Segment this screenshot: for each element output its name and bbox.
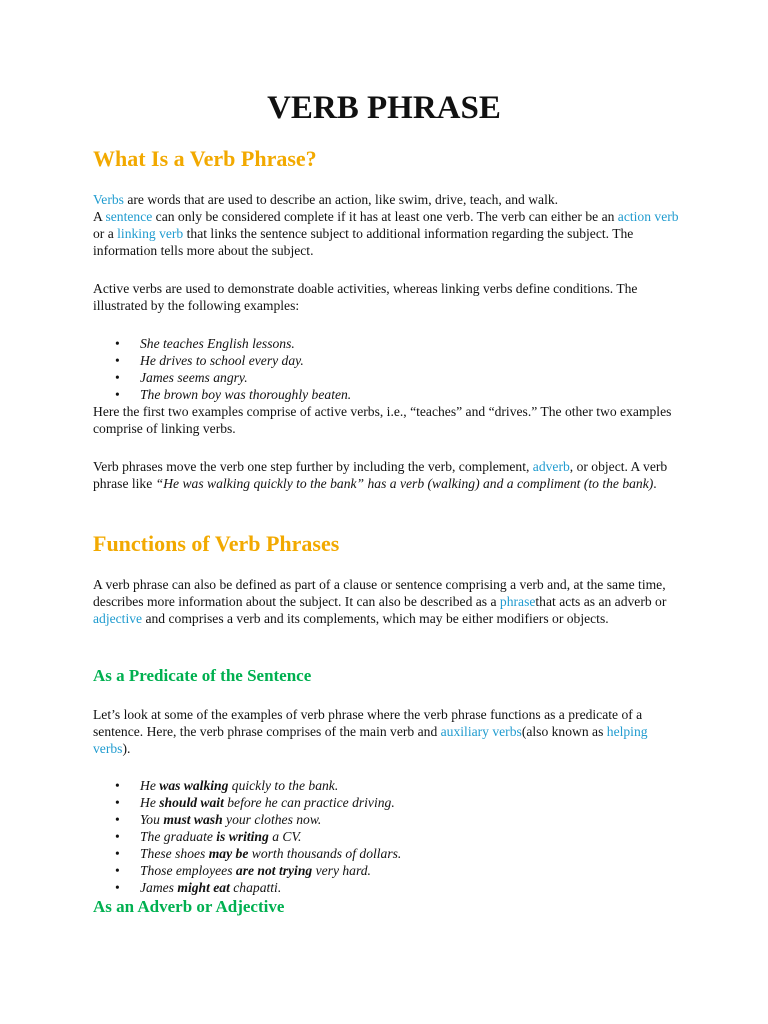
link-sentence[interactable]: sentence [105,209,153,224]
paragraph-predicate [93,706,683,757]
text-segment: ). [122,741,131,756]
text-segment: before he can practice driving. [223,795,395,810]
heading-as-adverb-adjective: As an Adverb or Adjective [93,897,285,916]
paragraph-verb-phrases [93,458,683,492]
text-segment: very hard. [312,863,371,878]
link-phrase[interactable]: phrase [499,594,536,609]
paragraph-line-verbs [93,191,683,208]
list-item: • James seems angry. [93,369,683,386]
list-item [93,777,683,794]
bold-verb-phrase: are not trying [235,863,313,878]
list-item [93,862,683,879]
text-segment: are words that are used to describe an action, like swim, drive, teach, and walk. [123,192,559,207]
text-segment: He [140,795,160,810]
heading-what-is-verb-phrase: What Is a Verb Phrase? [93,146,317,171]
text-segment: A verb phrase can also be defined as part of a clause or sentence comprising a verb and, at the same time, describes more information about the subject. It can also be described as a [93,577,666,609]
text-segment: Those employees [140,863,236,878]
link-helping-verbs[interactable]: helping verbs [93,724,648,756]
text-segment: He [140,778,160,793]
bold-verb-phrase: might eat [177,880,230,895]
bold-verb-phrase: should wait [159,795,224,810]
paragraph-examples-explained: Here the first two examples comprise of active verbs, i.e., “teaches” and “drives.” The other two examples comprise of linking verbs. [93,404,672,436]
text-segment: quickly to the bank. [228,778,339,793]
paragraph-verbs-intro [93,191,683,259]
text-segment: a CV. [268,829,302,844]
link-adjective[interactable]: adjective [93,611,143,626]
text-segment: These shoes [140,846,209,861]
list-item [93,879,683,896]
text-segment: Let’s look at some of the examples of verb phrase where the verb phrase functions as a predicate of a sentence. Here, the verb phrase comprises of the main verb and [93,707,643,739]
text-segment: A [93,209,106,224]
list-item: • The brown boy was thoroughly beaten. [93,386,683,403]
bold-verb-phrase: was walking [159,778,229,793]
text-segment: can only be considered complete if it has at least one verb. The verb can either be an [152,209,618,224]
document-title: VERB PHRASE [267,90,501,126]
link-verbs[interactable]: Verbs [93,192,124,207]
bold-verb-phrase: must wash [163,812,223,827]
text-segment: (also known as [521,724,607,739]
paragraph-line-sentence [93,208,683,259]
text-segment: Verb phrases move the verb one step further by including the verb, complement, [93,459,533,474]
heading-as-predicate: As a Predicate of the Sentence [93,666,312,685]
text-segment: . [653,476,657,491]
paragraph-active-verbs: Active verbs are used to demonstrate doable activities, whereas linking verbs define conditions. The illustrated by the following examples: [93,281,638,313]
heading-functions-of-verb-phrases: Functions of Verb Phrases [93,531,340,556]
list-item [93,845,683,862]
text-segment: worth thousands of dollars. [248,846,402,861]
text-segment: , or object. A verb phrase like [93,459,668,491]
text-segment: that acts as an adverb or [535,594,667,609]
text-segment: and comprises a verb and its complements, which may be either modifiers or objects. [142,611,609,626]
bold-verb-phrase: may be [208,846,249,861]
link-auxiliary-verbs[interactable]: auxiliary verbs [440,724,522,739]
text-segment: chapatti. [229,880,282,895]
link-action-verb[interactable]: action verb [617,209,679,224]
examples-list-2 [93,777,683,896]
italic-example: “He was walking quickly to the bank” has a verb (walking) and a compliment (to the bank) [155,476,654,491]
text-segment: James [140,880,178,895]
text-segment: your clothes now. [222,812,322,827]
text-segment: or a [93,226,118,241]
list-item [93,811,683,828]
text-segment: The graduate [140,829,217,844]
link-adverb[interactable]: adverb [532,459,570,474]
list-item: • He drives to school every day. [93,352,683,369]
link-linking-verb[interactable]: linking verb [117,226,184,241]
examples-list-1 [93,335,683,403]
list-item [93,794,683,811]
list-item: • She teaches English lessons. [93,335,683,352]
bold-verb-phrase: is writing [216,829,269,844]
text-segment: You [140,812,164,827]
list-item [93,828,683,845]
paragraph-functions [93,576,683,627]
text-segment: that links the sentence subject to additional information regarding the subject. The information tells more about the subject. [93,226,634,258]
